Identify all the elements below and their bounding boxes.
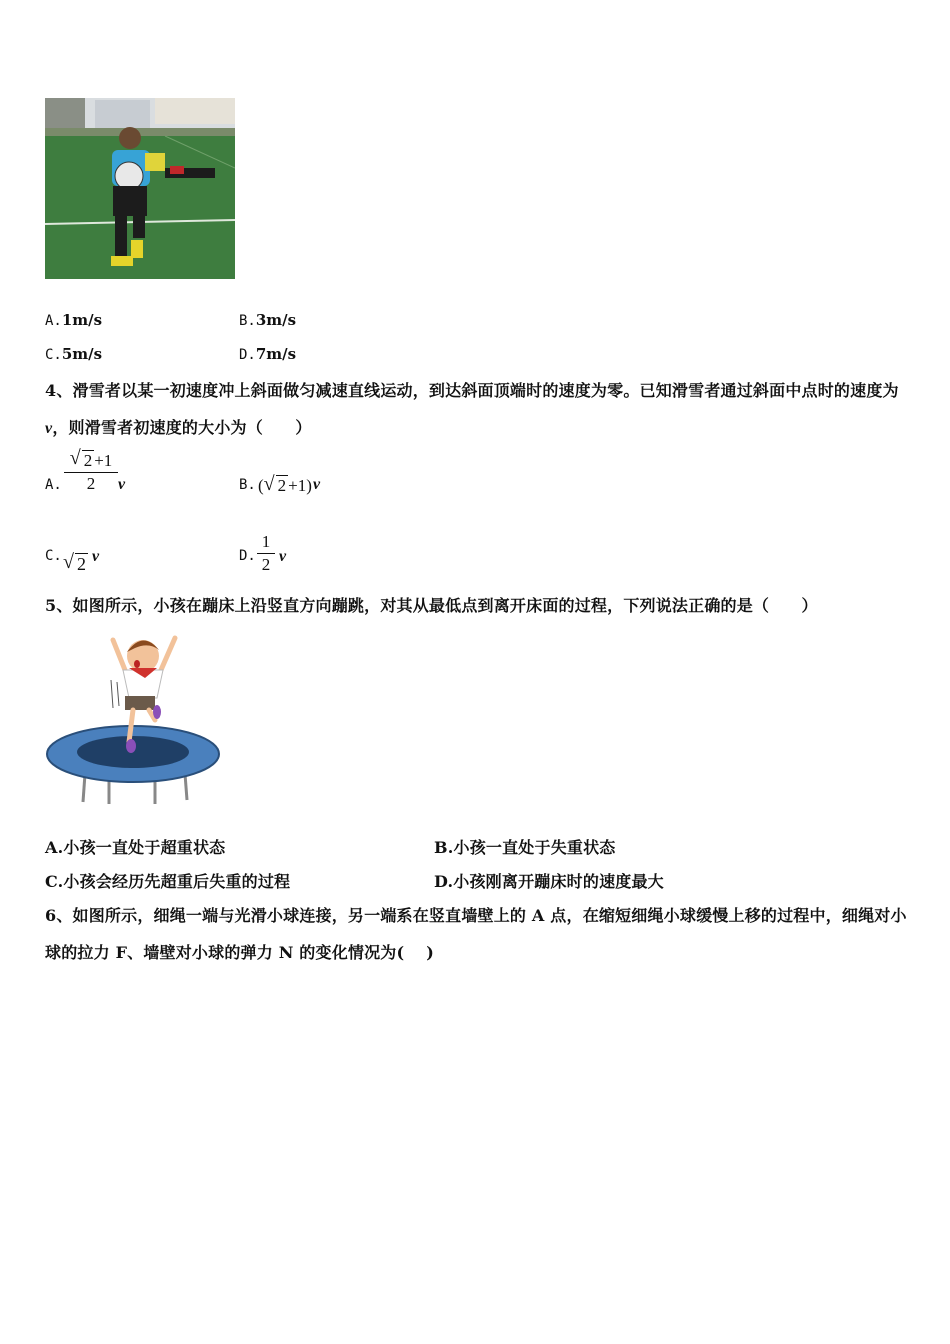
q3-option-c[interactable] — [45, 345, 102, 363]
q4-option-a-fraction — [64, 447, 118, 495]
fraction-denominator: 2 — [86, 474, 96, 493]
fraction-numerator: 1 — [261, 532, 271, 551]
q4-option-c-label[interactable]: C. — [45, 548, 62, 564]
trampoline-child-illustration — [45, 624, 225, 806]
q4-option-b-expr: ( √ 2 +1) — [258, 473, 312, 495]
option-value: 3m/s — [255, 311, 297, 329]
option-value: 1m/s — [61, 311, 103, 329]
q4-option-b-var: v — [313, 476, 321, 493]
option-label: D. — [239, 347, 256, 363]
q6-stem-line1: 6、如图所示，细绳一端与光滑小球连接，另一端系在竖直墙壁上的 A 点，在缩短细绳小球缓慢上移的过程中，细绳对小 — [45, 906, 907, 925]
soccer-boy-photo — [45, 98, 235, 279]
q3-option-d[interactable] — [239, 345, 296, 363]
q5-option-b[interactable]: B.小孩一直处于失重状态 — [434, 838, 616, 857]
q4-option-a-label[interactable]: A. — [45, 477, 62, 493]
sqrt-symbol: √ 2 — [69, 447, 93, 470]
q3-option-b[interactable] — [239, 311, 296, 329]
q5-option-d[interactable]: D.小孩刚离开蹦床时的速度最大 — [434, 872, 664, 891]
q6-stem-line2: 球的拉力 F、墙壁对小球的弹力 N 的变化情况为( ) — [45, 943, 435, 962]
q5-option-a[interactable]: A.小孩一直处于超重状态 — [45, 838, 226, 857]
option-value: 7m/s — [255, 345, 297, 363]
q4-stem-line2 — [45, 415, 312, 438]
fraction-numerator: √ 2 +1 — [69, 447, 113, 470]
q4-option-a-var: v — [118, 476, 126, 493]
q4-option-c-expr — [63, 551, 88, 575]
q4-option-d-fraction — [257, 531, 275, 576]
q4-option-d-var: v — [279, 548, 287, 565]
q4-stem-line1: 4、滑雪者以某一初速度冲上斜面做匀减速直线运动，到达斜面顶端时的速度为零。已知滑雪者通过斜面中点时的速度为 — [45, 381, 899, 400]
fraction-denominator: 2 — [261, 555, 271, 574]
option-value: 5m/s — [61, 345, 103, 363]
q4-stem-line2-text: ，则滑雪者初速度的大小为（ ） — [52, 418, 312, 437]
sqrt-symbol: √ 2 — [263, 473, 287, 495]
q5-option-c[interactable]: C.小孩会经历先超重后失重的过程 — [45, 872, 291, 891]
var-v: v — [45, 420, 53, 437]
option-label: A. — [45, 313, 62, 329]
q4-option-b-label[interactable]: B. — [239, 477, 256, 493]
option-label: B. — [239, 313, 256, 329]
q3-option-a[interactable] — [45, 311, 102, 329]
option-label: C. — [45, 347, 62, 363]
sqrt-symbol: √ 2 — [63, 551, 86, 574]
q4-option-d-label[interactable]: D. — [239, 548, 256, 564]
q4-option-c-var: v — [92, 548, 100, 565]
q5-stem: 5、如图所示，小孩在蹦床上沿竖直方向蹦跳，对其从最低点到离开床面的过程，下列说法正确的是（ ） — [45, 596, 818, 615]
